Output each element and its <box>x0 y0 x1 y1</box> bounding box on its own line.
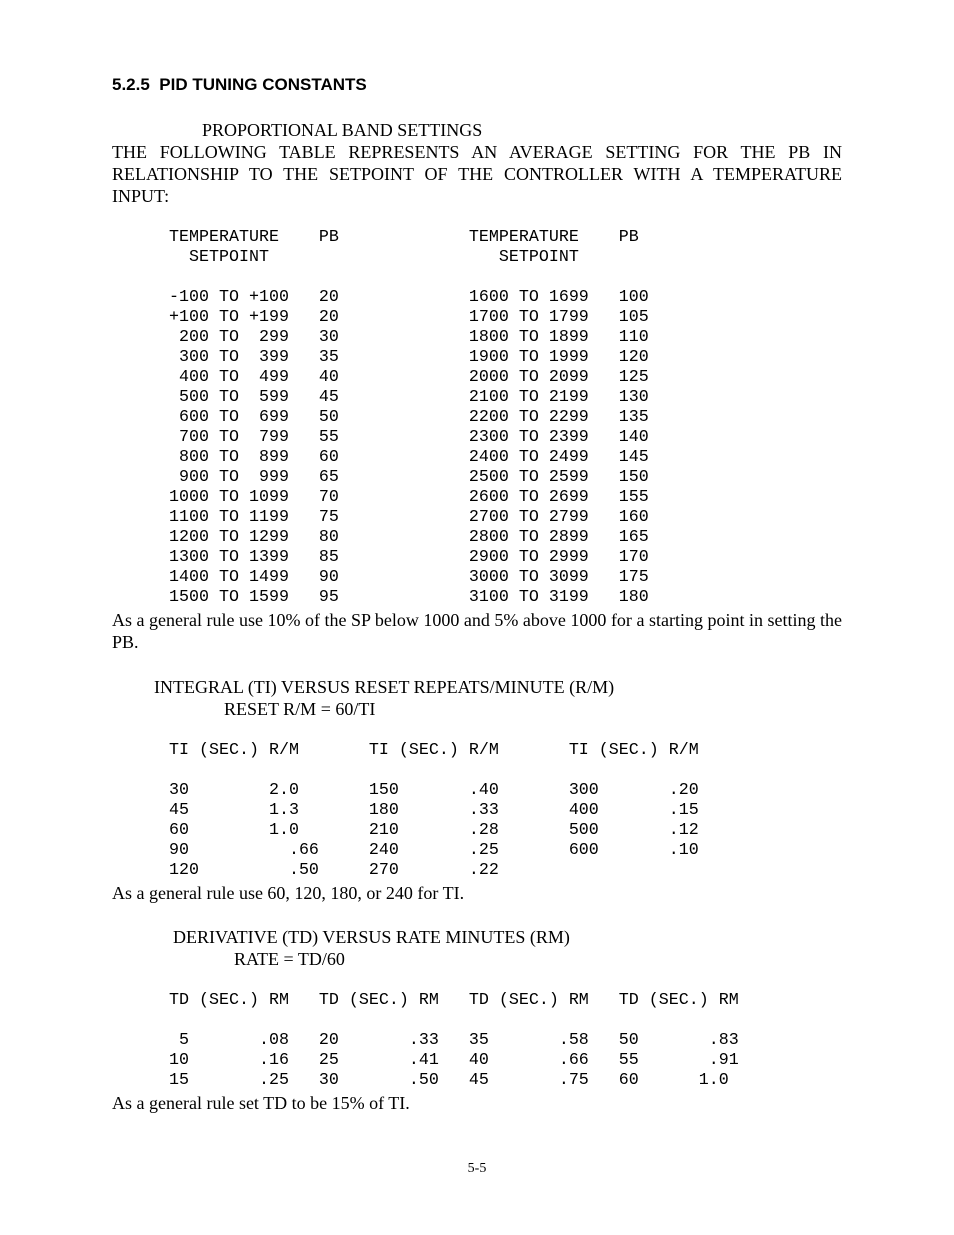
td-rule-paragraph: As a general rule set TD to be 15% of TI. <box>112 1093 410 1113</box>
td-formula: RATE = TD/60 <box>234 949 345 969</box>
ti-rule-paragraph: As a general rule use 60, 120, 180, or 240 for TI. <box>112 883 465 903</box>
pb-settings-table: TEMPERATURE PB TEMPERATURE PB SETPOINT SETPOINT -100 TO +100 20 1600 TO 1699 100 +100 TO +199 20 1700 TO 1799 105 200 TO 299 30 1800 TO 1899 110 300 TO 399 35 1900 TO 1999 120 400 TO 499 40 2000 TO 2099 125 500 TO 599 45 2100 TO 2199 130 600 TO 699 50 2200 TO 2299 135 700 TO 799 55 2300 TO 2399 140 800 TO 899 60 2400 TO 2499 145 900 TO 999 65 2500 TO 2599 150 1000 TO 1099 70 2600 TO 2699 155 1100 TO 1199 75 2700 TO 2799 160 1200 TO 1299 80 2800 TO 2899 165 1300 TO 1399 85 2900 TO 2999 170 1400 TO 1499 90 3000 TO 3099 175 1500 TO 1599 95 3100 TO 3199 180 <box>169 228 649 607</box>
ti-title: INTEGRAL (TI) VERSUS RESET REPEATS/MINUTE (R/M) <box>154 677 615 697</box>
pb-intro-paragraph: THE FOLLOWING TABLE REPRESENTS AN AVERAGE SETTING FOR THE PB IN RELATIONSHIP TO THE SETPOINT OF THE CONTROLLER WITH A TEMPERATURE INPUT: <box>112 142 842 206</box>
td-title: DERIVATIVE (TD) VERSUS RATE MINUTES (RM) <box>173 927 570 947</box>
td-table: TD (SEC.) RM TD (SEC.) RM TD (SEC.) RM TD (SEC.) RM 5 .08 20 .33 35 .58 50 .83 10 .16 25 .41 40 .66 55 .91 15 .25 30 .50 45 .75 60 1.0 <box>169 991 739 1090</box>
pb-title: PROPORTIONAL BAND SETTINGS <box>202 120 483 140</box>
ti-table: TI (SEC.) R/M TI (SEC.) R/M TI (SEC.) R/M 30 2.0 150 .40 300 .20 45 1.3 180 .33 400 .15 60 1.0 210 .28 500 .12 90 .66 240 .25 600 .10 120 .50 270 .22 <box>169 741 699 880</box>
ti-formula: RESET R/M = 60/TI <box>224 699 376 719</box>
section-heading: 5.2.5 PID TUNING CONSTANTS <box>112 75 367 94</box>
pb-rule-paragraph: As a general rule use 10% of the SP below 1000 and 5% above 1000 for a starting point in setting the PB. <box>112 610 842 652</box>
page-number: 5-5 <box>467 1161 487 1176</box>
